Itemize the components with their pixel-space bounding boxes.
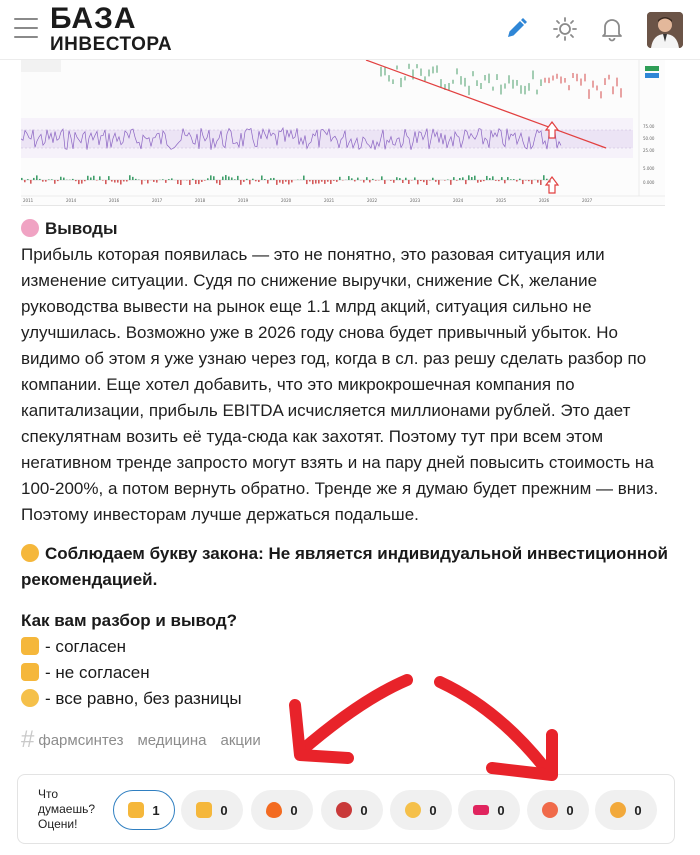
macd-bar	[330, 180, 332, 184]
macd-bar	[486, 176, 488, 180]
macd-bar	[81, 180, 83, 184]
macd-bar	[270, 178, 272, 180]
macd-bar	[465, 180, 467, 184]
conclusion-section	[21, 216, 681, 528]
thumbs-up-icon	[128, 802, 144, 818]
macd-bar	[84, 180, 86, 181]
macd-bar	[384, 180, 386, 184]
macd-bar	[375, 180, 377, 181]
macd-bar	[219, 180, 221, 185]
macd-bar	[369, 180, 371, 182]
macd-bar	[162, 179, 164, 180]
macd-bar	[147, 180, 149, 183]
party-face-icon	[610, 802, 626, 818]
macd-bar	[225, 175, 227, 180]
macd-bar	[198, 180, 200, 184]
reactions-label: Что думаешь? Оцени!	[38, 787, 96, 831]
macd-bar	[42, 180, 44, 182]
macd-bar	[312, 180, 314, 184]
site-logo[interactable]	[50, 4, 172, 54]
shrug-face-icon	[21, 689, 39, 707]
conclusion-text: Прибыль которая появилась — это не понятно, это разовая ситуация или изменение ситуации. Судя по снижение выручки, снижение СК, желание руководства вывести на рынок еще 1.1 млрд акций, ситуация сильно не улучшилась. Возможно уже в 2026 году снова будет привычный убыток. Но видимо об этом я уже узнаю через год, когда в сл. раз решу сделать разбор по компании. Еще хотел добавить, что это микрокрошечная компания по капитализации, прибыль EBITDA исчисляется миллионами рублей. Это дает спекулятнам возить её туда-сюда как захотят. Поэтому тут при всем этом негативном тренде запросто могут взять и на пару дней повысить стоимость на 100-200%, а потом вернуть обратно. Тренде же я думаю будет прежним — вниз. Поэтому инвесторам лучше держаться подальше.	[21, 245, 659, 524]
macd-bar	[195, 180, 197, 184]
macd-bar	[438, 180, 440, 185]
macd-bar	[165, 180, 167, 183]
macd-bar	[228, 177, 230, 180]
macd-bar	[390, 180, 392, 181]
macd-bar	[459, 178, 461, 180]
tag-link[interactable]: фармсинтез	[38, 731, 124, 749]
macd-bar	[201, 180, 203, 182]
macd-bar	[531, 180, 533, 184]
conclusion-heading: Выводы	[45, 219, 118, 238]
macd-bar	[213, 176, 215, 180]
macd-bar	[453, 177, 455, 180]
tags-row	[21, 728, 261, 752]
macd-bar	[366, 177, 368, 180]
nerd-face-icon	[21, 544, 39, 562]
macd-bar	[108, 176, 110, 180]
macd-bar	[153, 180, 155, 182]
tag-link[interactable]: медицина	[137, 731, 207, 749]
macd-bar	[222, 177, 224, 180]
macd-bar	[168, 179, 170, 180]
tag-link[interactable]: акции	[220, 731, 261, 749]
menu-icon[interactable]	[14, 18, 38, 40]
macd-bar	[279, 180, 281, 183]
macd-bar	[57, 180, 59, 181]
macd-bar	[246, 179, 248, 180]
thumbs-up-icon	[21, 637, 39, 655]
macd-bar	[177, 180, 179, 184]
macd-bar	[48, 179, 50, 180]
macd-bar	[129, 175, 131, 180]
svg-text:0.000: 0.000	[643, 180, 655, 185]
brain-icon	[21, 219, 39, 237]
x-tick-label: 2016	[109, 198, 120, 203]
macd-bar	[24, 180, 26, 182]
macd-bar	[285, 180, 287, 182]
reaction-party-button[interactable]: 0	[595, 790, 657, 830]
macd-bar	[78, 180, 80, 184]
reaction-thumbs-down-button[interactable]: 0	[181, 790, 243, 830]
angry-face-icon	[336, 802, 352, 818]
macd-bar	[231, 177, 233, 180]
macd-bar	[498, 180, 500, 181]
macd-bar	[549, 180, 551, 183]
macd-bar	[402, 180, 404, 183]
macd-bar	[63, 178, 65, 180]
macd-bar	[72, 179, 74, 180]
macd-bar	[456, 180, 458, 181]
reactions-bar	[17, 774, 675, 844]
macd-bar	[39, 179, 41, 180]
reaction-heart-button[interactable]: 0	[527, 790, 589, 830]
macd-bar	[264, 179, 266, 180]
disclaimer	[21, 541, 681, 593]
macd-bar	[504, 180, 506, 183]
heart-icon	[542, 802, 558, 818]
macd-bar	[234, 179, 236, 180]
macd-bar	[351, 178, 353, 180]
x-tick-label: 2011	[23, 198, 34, 203]
macd-bar	[396, 177, 398, 180]
macd-bar	[210, 175, 212, 180]
macd-bar	[492, 176, 494, 180]
x-tick-label: 2023	[410, 198, 421, 203]
macd-bar	[321, 180, 323, 182]
macd-bar	[105, 180, 107, 184]
macd-bar	[522, 180, 524, 184]
article-body	[21, 216, 681, 528]
macd-bar	[327, 180, 329, 182]
macd-bar	[204, 180, 206, 181]
macd-bar	[21, 178, 23, 180]
macd-bar	[99, 176, 101, 180]
macd-bar	[546, 179, 548, 180]
macd-bar	[471, 177, 473, 180]
macd-bar	[288, 180, 290, 184]
macd-bar	[414, 177, 416, 180]
macd-bar	[339, 177, 341, 180]
reaction-thinking-button[interactable]: 0	[390, 790, 452, 830]
macd-bar	[519, 179, 521, 180]
macd-bar	[528, 180, 530, 181]
macd-bar	[258, 180, 260, 182]
svg-text:50.00: 50.00	[643, 136, 655, 141]
macd-bar	[267, 180, 269, 184]
pencil-icon[interactable]	[503, 16, 529, 42]
poll-section	[21, 608, 681, 712]
macd-bar	[120, 180, 122, 184]
macd-bar	[117, 180, 119, 183]
macd-bar	[516, 180, 518, 182]
macd-bar	[282, 180, 284, 184]
thumbs-down-icon	[196, 802, 212, 818]
stock-chart-image	[21, 60, 665, 206]
macd-bar	[540, 180, 542, 185]
macd-bar	[489, 178, 491, 180]
avatar[interactable]	[647, 12, 683, 48]
x-tick-label: 2014	[66, 198, 77, 203]
macd-bar	[252, 179, 254, 180]
macd-bar	[525, 180, 527, 181]
svg-text:5.000: 5.000	[643, 166, 655, 171]
site-header	[0, 0, 700, 60]
thinking-face-icon	[405, 802, 421, 818]
macd-bar	[87, 176, 89, 180]
hundred-icon	[473, 805, 489, 815]
x-tick-label: 2018	[195, 198, 206, 203]
poll-option: - все равно, без разницы	[21, 686, 681, 712]
x-tick-label: 2025	[496, 198, 507, 203]
macd-bar	[435, 180, 437, 182]
x-tick-label: 2024	[453, 198, 464, 203]
macd-bar	[93, 176, 95, 180]
logo-line-2: ИНВЕСТОРА	[50, 34, 173, 55]
macd-bar	[354, 180, 356, 181]
macd-bar	[291, 180, 293, 182]
macd-bar	[141, 180, 143, 184]
macd-bar	[450, 180, 452, 185]
x-tick-label: 2021	[324, 198, 335, 203]
macd-bar	[60, 177, 62, 180]
macd-bar	[543, 175, 545, 180]
poll-option: - согласен	[21, 634, 681, 660]
macd-bar	[336, 180, 338, 182]
macd-bar	[216, 180, 218, 183]
macd-bar	[309, 180, 311, 181]
macd-bar	[333, 180, 335, 181]
macd-bar	[207, 178, 209, 180]
macd-bar	[372, 179, 374, 180]
macd-bar	[408, 180, 410, 184]
macd-bar	[474, 176, 476, 180]
macd-bar	[126, 180, 128, 182]
thumbs-down-icon	[21, 663, 39, 681]
macd-bar	[306, 180, 308, 184]
macd-bar	[510, 179, 512, 180]
macd-bar	[423, 180, 425, 182]
macd-bar	[237, 176, 239, 180]
poll-option: - не согласен	[21, 660, 681, 686]
macd-bar	[27, 179, 29, 180]
macd-bar	[420, 180, 422, 181]
macd-bar	[240, 180, 242, 185]
poll-question: Как вам разбор и вывод?	[21, 611, 238, 630]
macd-bar	[303, 176, 305, 180]
macd-bar	[261, 176, 263, 180]
reaction-thumbs-up-button[interactable]: 1	[113, 790, 175, 830]
sun-icon[interactable]	[552, 16, 578, 42]
macd-bar	[54, 180, 56, 184]
macd-bar	[156, 180, 158, 183]
macd-bar	[171, 178, 173, 180]
macd-bar	[399, 178, 401, 180]
right-arrow-head	[492, 735, 552, 775]
x-tick-label: 2020	[281, 198, 292, 203]
macd-bar	[537, 180, 539, 183]
macd-bar	[444, 180, 446, 181]
macd-bar	[30, 180, 32, 184]
reaction-fire-button[interactable]: 0	[251, 790, 313, 830]
macd-bar	[507, 177, 509, 180]
x-tick-label: 2022	[367, 198, 378, 203]
bell-icon[interactable]	[599, 16, 625, 42]
macd-bar	[276, 180, 278, 185]
svg-text:75.00: 75.00	[643, 124, 655, 129]
macd-bar	[318, 180, 320, 184]
macd-bar	[468, 175, 470, 180]
macd-bar	[432, 178, 434, 180]
logo-line-1: БАЗА	[50, 2, 137, 35]
macd-bar	[483, 180, 485, 181]
macd-bar	[495, 180, 497, 181]
macd-bar	[255, 180, 257, 181]
macd-bar	[123, 180, 125, 181]
macd-bar	[363, 180, 365, 182]
macd-bar	[480, 180, 482, 182]
svg-text:25.00: 25.00	[643, 148, 655, 153]
macd-bar	[249, 180, 251, 184]
macd-bar	[243, 180, 245, 182]
macd-bar	[36, 175, 38, 180]
macd-bar	[33, 178, 35, 180]
macd-bar	[192, 179, 194, 180]
macd-bar	[102, 180, 104, 181]
macd-bar	[501, 177, 503, 180]
macd-bar	[348, 176, 350, 180]
macd-bar	[417, 180, 419, 184]
macd-bar	[111, 180, 113, 182]
macd-bar	[381, 176, 383, 180]
macd-bar	[45, 180, 47, 182]
x-tick-label: 2017	[152, 198, 163, 203]
macd-bar	[135, 179, 137, 180]
macd-bar	[96, 180, 98, 181]
x-tick-label: 2019	[238, 198, 249, 203]
macd-bar	[324, 180, 326, 184]
hash-icon: #	[21, 726, 35, 753]
macd-bar	[393, 180, 395, 183]
macd-bar	[132, 177, 134, 180]
disclaimer-text: Соблюдаем букву закона: Не является индивидуальной инвестиционной рекомендацией.	[21, 544, 668, 589]
macd-bar	[477, 180, 479, 183]
macd-bar	[357, 178, 359, 180]
reaction-angry-button[interactable]: 0	[321, 790, 383, 830]
macd-bar	[180, 180, 182, 185]
x-tick-label: 2027	[582, 198, 593, 203]
macd-bar	[426, 180, 428, 185]
macd-bar	[315, 180, 317, 184]
macd-bar	[513, 179, 515, 180]
macd-bar	[189, 180, 191, 185]
macd-bar	[405, 178, 407, 180]
x-tick-label: 2026	[539, 198, 550, 203]
left-arrow-head	[295, 705, 348, 758]
macd-bar	[462, 177, 464, 180]
reaction-hundred-button[interactable]: 0	[458, 790, 520, 830]
macd-bar	[75, 180, 77, 181]
fire-icon	[266, 802, 282, 818]
macd-bar	[51, 179, 53, 180]
macd-bar	[114, 180, 116, 183]
macd-bar	[90, 177, 92, 180]
macd-bar	[273, 178, 275, 180]
